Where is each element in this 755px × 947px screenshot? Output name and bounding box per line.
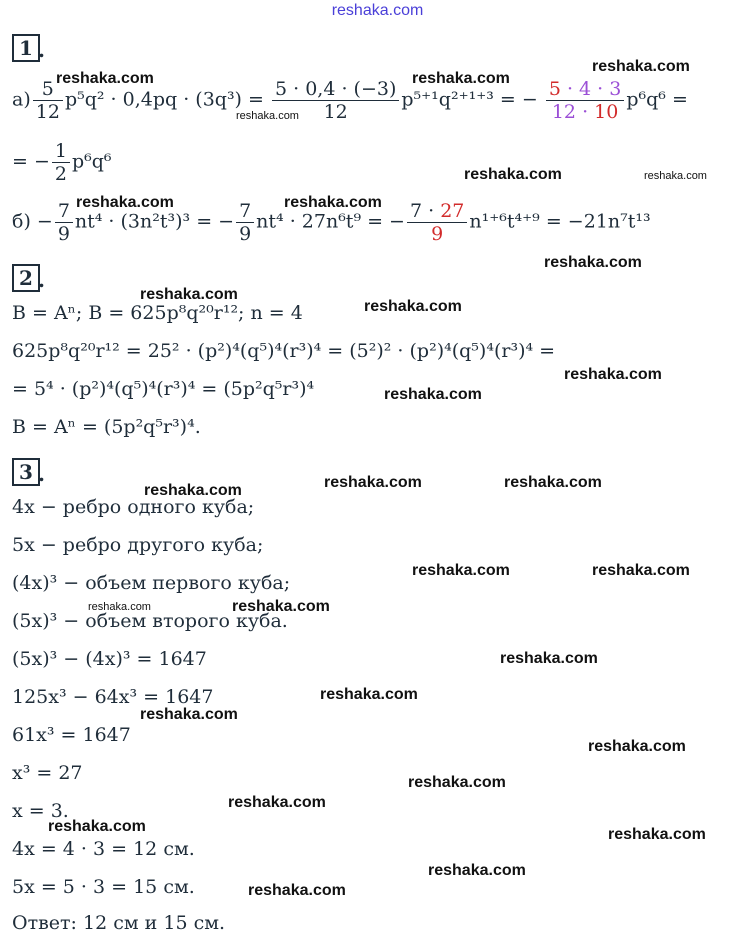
task-2-number: 2 [12, 264, 40, 292]
task-3-line-7: 61x³ = 1647 [12, 724, 131, 746]
task-1-number: 1 [12, 34, 40, 62]
task-3-line-9: x = 3. [12, 800, 69, 822]
watermark: reshaka.com [464, 166, 562, 183]
task-3-line-6: 125x³ − 64x³ = 1647 [12, 686, 214, 708]
watermark: reshaka.com [248, 882, 346, 899]
task-3-line-12: Ответ: 12 см и 15 см. [12, 912, 226, 934]
task-2-line-2: 625p⁸q²⁰r¹² = 25² · (p²)⁴(q⁵)⁴(r³)⁴ = (5²)² · (p²)⁴(q⁵)⁴(r³)⁴ = [12, 340, 556, 362]
fraction-1-2: $\frac{1}{2}$ [52, 140, 70, 185]
watermark-small: reshaka.com [236, 110, 299, 122]
watermark: reshaka.com [384, 386, 482, 403]
task-3-line-5: (5x)³ − (4x)³ = 1647 [12, 648, 207, 670]
watermark: reshaka.com [592, 58, 690, 75]
fraction-7-27-9: $\frac{7 \cdot 27}{9}$ [407, 200, 467, 245]
watermark: reshaka.com [140, 286, 238, 303]
task-3-line-11: 5x = 5 · 3 = 15 см. [12, 876, 195, 898]
watermark: reshaka.com [544, 254, 642, 271]
watermark: reshaka.com [608, 826, 706, 843]
watermark: reshaka.com [564, 366, 662, 383]
watermark: reshaka.com [500, 650, 598, 667]
expr-a-after: p⁵⁺¹q²⁺¹⁺³ = − [401, 88, 538, 111]
watermark: reshaka.com [412, 70, 510, 87]
label-a: а) [12, 88, 31, 111]
expr-a-tail: p⁶q⁶ = [626, 88, 688, 111]
task-2-line-3: = 5⁴ · (p²)⁴(q⁵)⁴(r³)⁴ = (5p²q⁵r³)⁴ [12, 378, 315, 400]
task-3-line-10: 4x = 4 · 3 = 12 см. [12, 838, 195, 860]
expr-a-mid: p⁵q² · 0,4pq · (3q³) = [64, 88, 264, 111]
watermark: reshaka.com [588, 738, 686, 755]
watermark: reshaka.com [320, 686, 418, 703]
fraction-product: $\frac{5 \cdot 0,4 \cdot (-3)}{12}$ [272, 78, 399, 123]
watermark: reshaka.com [592, 562, 690, 579]
fraction-colored: $\frac{5 \cdot 4 \cdot 3}{12 \cdot 10}$ [546, 78, 625, 123]
site-header: reshaka.com [331, 2, 424, 19]
task-3-line-4: (5x)³ − объем второго куба. [12, 610, 288, 632]
watermark: reshaka.com [232, 598, 330, 615]
watermark: reshaka.com [140, 706, 238, 723]
task-1-line-b: б) − $\frac{7}{9}$ nt⁴ · (3n²t³)³ = − $\frac{7}{9}$ nt⁴ · 27n⁶t⁹ = − $\frac{7 \cdot 27}{9}$ n¹⁺⁶t⁴⁺⁹ = −21n⁷t¹³ [12, 200, 651, 245]
task-2-dot: . [38, 268, 45, 292]
watermark: reshaka.com [144, 482, 242, 499]
task-3-line-1: 4x − ребро одного куба; [12, 496, 255, 518]
task-3-line-2: 5x − ребро другого куба; [12, 534, 264, 556]
fraction-7-9-second: $\frac{7}{9}$ [236, 200, 254, 245]
watermark: reshaka.com [504, 474, 602, 491]
watermark: reshaka.com [48, 818, 146, 835]
fraction-7-9: $\frac{7}{9}$ [55, 200, 73, 245]
watermark: reshaka.com [364, 298, 462, 315]
task-3-line-3: (4x)³ − объем первого куба; [12, 572, 291, 594]
fraction-5-12: $\frac{5}{12}$ [33, 78, 63, 123]
task-2-line-1: B = Aⁿ; B = 625p⁸q²⁰r¹²; n = 4 [12, 302, 303, 324]
task-1-dot: . [38, 38, 45, 62]
watermark: reshaka.com [428, 862, 526, 879]
task-2-line-4: B = Aⁿ = (5p²q⁵r³)⁴. [12, 416, 201, 438]
watermark: reshaka.com [284, 194, 382, 211]
watermark-small: reshaka.com [88, 601, 151, 613]
task-3-line-8: x³ = 27 [12, 762, 83, 784]
task-1-line-a2: = − $\frac{1}{2}$ p⁶q⁶ [12, 140, 112, 185]
label-b: б) − [12, 210, 53, 233]
watermark: reshaka.com [56, 70, 154, 87]
watermark: reshaka.com [412, 562, 510, 579]
task-3-number: 3 [12, 458, 40, 486]
watermark-small: reshaka.com [644, 170, 707, 182]
watermark: reshaka.com [76, 194, 174, 211]
task-3-dot: . [38, 462, 45, 486]
watermark: reshaka.com [324, 474, 422, 491]
watermark: reshaka.com [228, 794, 326, 811]
watermark: reshaka.com [408, 774, 506, 791]
